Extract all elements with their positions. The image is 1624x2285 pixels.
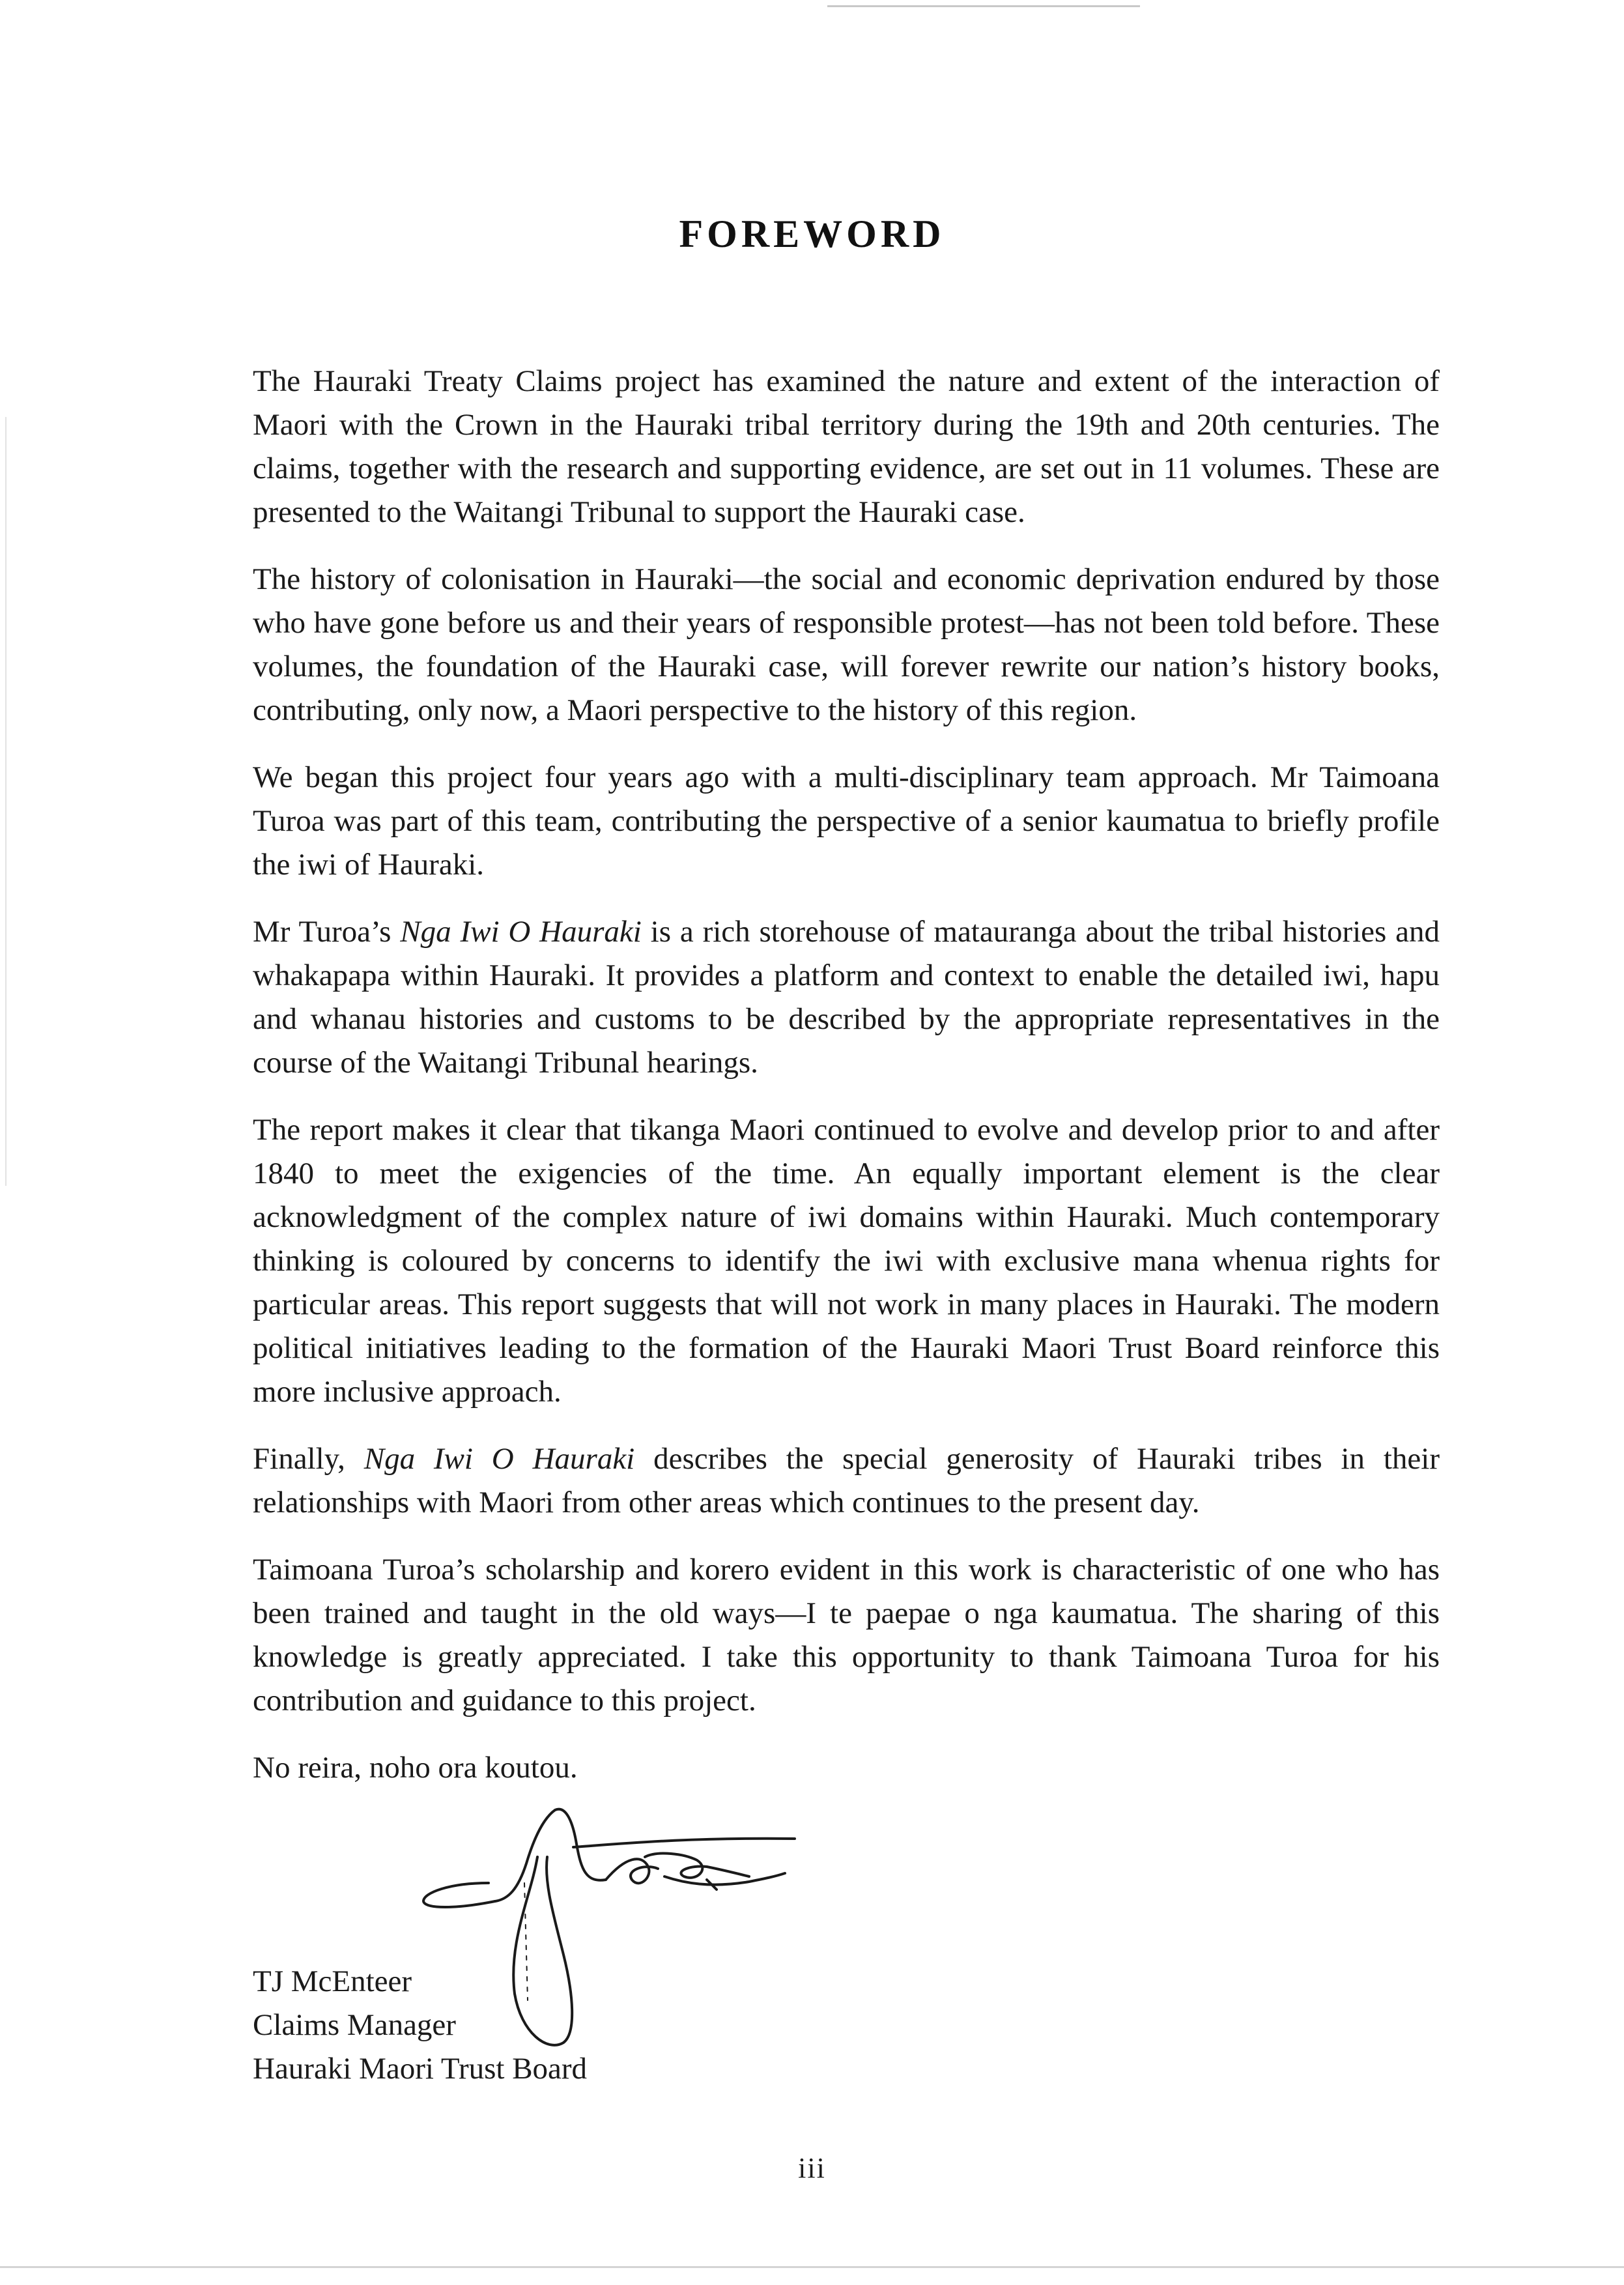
paragraph-6-lead: Finally, — [253, 1442, 364, 1476]
paragraph-5: The report makes it clear that tikanga Maori continued to evolve and develop prior to and after 1840 to meet the exigencies of the time. An equally important element is the clear acknowledgment of the complex nature of iwi domains within Hauraki. Much contemporary thinking is coloured by concerns to identify the iwi with exclusive mana whenua rights for particular areas. This report suggests that will not work in many places in Hauraki. The modern political initiatives leading to the formation of the Hauraki Maori Trust Board reinforce this more inclusive approach. — [253, 1113, 1440, 1409]
book-title: Nga Iwi O Hauraki — [400, 915, 642, 949]
bottom-scan-rule — [0, 2266, 1624, 2268]
paragraph-6 — [253, 1437, 1440, 1525]
book-title: Nga Iwi O Hauraki — [363, 1442, 635, 1476]
foreword-body — [253, 360, 1440, 1790]
paragraph-4 — [253, 910, 1440, 1085]
paragraph-6-rest: describes the special generosity of Hauraki tribes in their relationships with Maori from other areas which continues to the present day. — [253, 1442, 1440, 1519]
paragraph-3: We began this project four years ago with a multi-disciplinary team approach. Mr Taimoana Turoa was part of this team, contributing the perspective of a senior kaumatua to briefly profile the iwi of Hauraki. — [253, 760, 1440, 882]
paragraph-2: The history of colonisation in Hauraki—the social and economic deprivation endured by those who have gone before us and their years of responsible protest—has not been told before. These volumes, the foundation of the Hauraki case, will forever rewrite our nation’s history books, contributing, only now, a Maori perspective to the history of this region. — [253, 562, 1440, 727]
signatory-block — [253, 1960, 839, 2091]
closing-line: No reira, noho ora koutou. — [253, 1751, 578, 1785]
paragraph-7: Taimoana Turoa’s scholarship and korero evident in this work is characteristic of one who has been trained and taught in the old ways—I te paepae o nga kaumatua. The sharing of this knowledge is greatly appreciated. I take this opportunity to thank Taimoana Turoa for his contribution and guidance to this project. — [253, 1553, 1440, 1717]
page-title: FOREWORD — [679, 212, 945, 255]
paragraph-1: The Hauraki Treaty Claims project has examined the nature and extent of the interaction of Maori with the Crown in the Hauraki tribal territory during the 19th and 20th centuries. The claims, together with the research and supporting evidence, are set out in 11 volumes. These are presented to the Waitangi Tribunal to support the Hauraki case. — [253, 364, 1440, 529]
signatory-organisation: Hauraki Maori Trust Board — [253, 2052, 588, 2086]
top-scan-rule — [827, 5, 1140, 7]
page-number: iii — [798, 2152, 826, 2184]
signatory-role: Claims Manager — [253, 2008, 456, 2042]
paragraph-4-rest: is a rich storehouse of matauranga about the tribal histories and whakapapa within Hauraki. It provides a platform and context to enable the detailed iwi, hapu and whanau histories and customs to be described by the appropriate representatives in the course of the Waitangi Tribunal hearings. — [253, 915, 1440, 1080]
paragraph-4-lead: Mr Turoa’s — [253, 915, 401, 949]
left-scan-edge — [5, 417, 7, 1186]
signatory-name: TJ McEnteer — [253, 1964, 412, 1998]
